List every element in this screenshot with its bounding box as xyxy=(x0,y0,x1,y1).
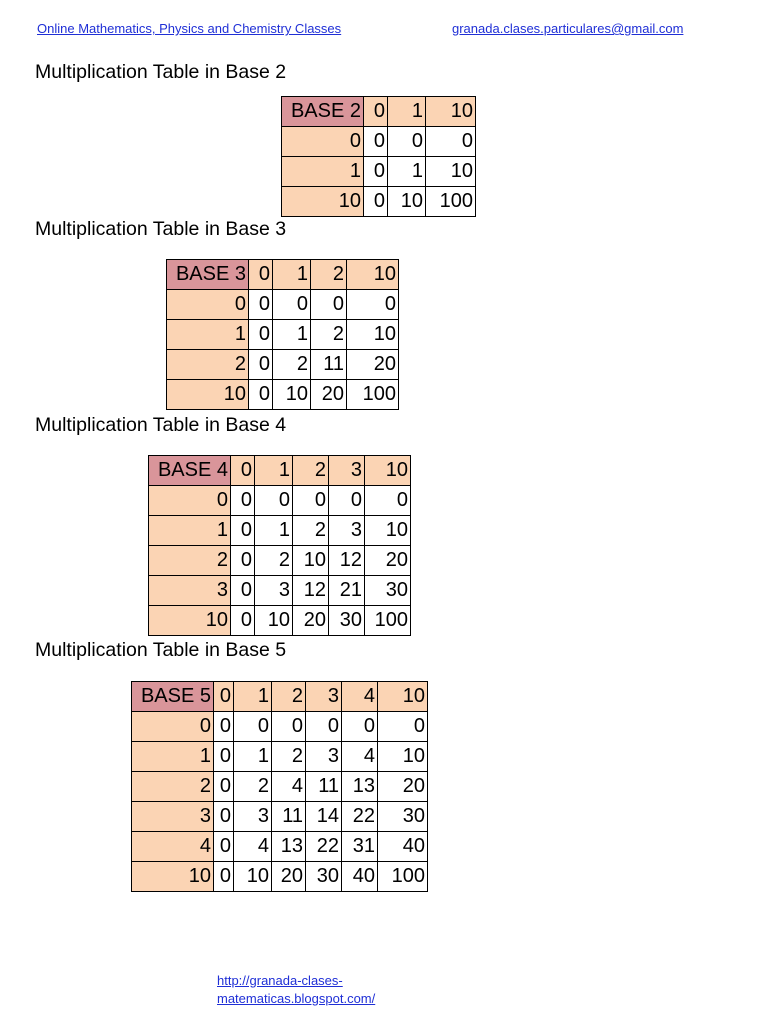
column-header-cell: 10 xyxy=(426,97,476,127)
row-header-cell: 10 xyxy=(167,380,249,410)
column-header-cell: 3 xyxy=(329,456,365,486)
column-header-cell: 0 xyxy=(231,456,255,486)
table-row xyxy=(149,546,411,576)
column-header-cell: 10 xyxy=(378,682,428,712)
product-cell: 0 xyxy=(214,832,234,862)
product-cell: 0 xyxy=(255,486,293,516)
table-row xyxy=(132,802,428,832)
base-label-cell: BASE 2 xyxy=(282,97,364,127)
product-cell: 20 xyxy=(272,862,306,892)
column-header-cell: 0 xyxy=(214,682,234,712)
product-cell: 0 xyxy=(231,546,255,576)
product-cell: 0 xyxy=(231,486,255,516)
row-header-cell: 1 xyxy=(282,157,364,187)
product-cell: 1 xyxy=(234,742,272,772)
product-cell: 2 xyxy=(311,320,347,350)
product-cell: 0 xyxy=(214,712,234,742)
column-header-cell: 4 xyxy=(342,682,378,712)
product-cell: 3 xyxy=(306,742,342,772)
table-row xyxy=(282,187,476,217)
product-cell: 11 xyxy=(272,802,306,832)
product-cell: 0 xyxy=(364,187,388,217)
row-header-cell: 10 xyxy=(132,862,214,892)
product-cell: 30 xyxy=(329,606,365,636)
product-cell: 22 xyxy=(306,832,342,862)
product-cell: 10 xyxy=(365,516,411,546)
row-header-cell: 1 xyxy=(132,742,214,772)
table-row xyxy=(167,380,399,410)
product-cell: 20 xyxy=(378,772,428,802)
product-cell: 3 xyxy=(329,516,365,546)
product-cell: 0 xyxy=(272,712,306,742)
product-cell: 100 xyxy=(365,606,411,636)
product-cell: 10 xyxy=(234,862,272,892)
column-header-cell: 2 xyxy=(293,456,329,486)
table-row xyxy=(132,862,428,892)
product-cell: 0 xyxy=(342,712,378,742)
table-row xyxy=(282,127,476,157)
product-cell: 22 xyxy=(342,802,378,832)
table-title-base-2: Multiplication Table in Base 2 xyxy=(35,61,287,83)
product-cell: 40 xyxy=(378,832,428,862)
product-cell: 0 xyxy=(249,320,273,350)
product-cell: 21 xyxy=(329,576,365,606)
product-cell: 12 xyxy=(293,576,329,606)
product-cell: 0 xyxy=(306,712,342,742)
row-header-cell: 4 xyxy=(132,832,214,862)
product-cell: 3 xyxy=(234,802,272,832)
column-header-cell: 3 xyxy=(306,682,342,712)
product-cell: 4 xyxy=(234,832,272,862)
multiplication-table-base-3 xyxy=(166,259,399,410)
product-cell: 2 xyxy=(293,516,329,546)
table-row xyxy=(282,157,476,187)
row-header-cell: 2 xyxy=(167,350,249,380)
product-cell: 10 xyxy=(255,606,293,636)
product-cell: 0 xyxy=(364,157,388,187)
row-header-cell: 10 xyxy=(149,606,231,636)
product-cell: 0 xyxy=(231,516,255,546)
product-cell: 30 xyxy=(365,576,411,606)
table-header-row xyxy=(132,682,428,712)
product-cell: 4 xyxy=(272,772,306,802)
product-cell: 0 xyxy=(378,712,428,742)
product-cell: 100 xyxy=(378,862,428,892)
row-header-cell: 2 xyxy=(149,546,231,576)
product-cell: 0 xyxy=(426,127,476,157)
column-header-cell: 1 xyxy=(234,682,272,712)
product-cell: 0 xyxy=(365,486,411,516)
row-header-cell: 1 xyxy=(149,516,231,546)
table-row xyxy=(132,742,428,772)
table-title-base-4: Multiplication Table in Base 4 xyxy=(35,414,287,436)
multiplication-table-base-5 xyxy=(131,681,428,892)
product-cell: 40 xyxy=(342,862,378,892)
email-link[interactable]: granada.clases.particulares@gmail.com xyxy=(452,21,684,36)
table-row xyxy=(132,712,428,742)
table-row xyxy=(149,516,411,546)
product-cell: 0 xyxy=(293,486,329,516)
product-cell: 1 xyxy=(273,320,311,350)
product-cell: 0 xyxy=(214,772,234,802)
product-cell: 10 xyxy=(293,546,329,576)
product-cell: 100 xyxy=(347,380,399,410)
table-row xyxy=(167,320,399,350)
table-row xyxy=(132,772,428,802)
product-cell: 0 xyxy=(347,290,399,320)
table-row xyxy=(149,606,411,636)
column-header-cell: 10 xyxy=(365,456,411,486)
row-header-cell: 3 xyxy=(149,576,231,606)
product-cell: 0 xyxy=(214,742,234,772)
product-cell: 0 xyxy=(364,127,388,157)
product-cell: 2 xyxy=(255,546,293,576)
base-label-cell: BASE 5 xyxy=(132,682,214,712)
product-cell: 13 xyxy=(272,832,306,862)
row-header-cell: 0 xyxy=(132,712,214,742)
product-cell: 0 xyxy=(231,606,255,636)
column-header-cell: 2 xyxy=(272,682,306,712)
product-cell: 100 xyxy=(426,187,476,217)
base-label-cell: BASE 3 xyxy=(167,260,249,290)
product-cell: 10 xyxy=(273,380,311,410)
product-cell: 0 xyxy=(214,862,234,892)
column-header-cell: 1 xyxy=(388,97,426,127)
product-cell: 20 xyxy=(293,606,329,636)
product-cell: 3 xyxy=(255,576,293,606)
table-row xyxy=(167,350,399,380)
product-cell: 20 xyxy=(365,546,411,576)
row-header-cell: 0 xyxy=(167,290,249,320)
product-cell: 4 xyxy=(342,742,378,772)
row-header-cell: 10 xyxy=(282,187,364,217)
base-label-cell: BASE 4 xyxy=(149,456,231,486)
row-header-cell: 1 xyxy=(167,320,249,350)
product-cell: 1 xyxy=(255,516,293,546)
product-cell: 10 xyxy=(388,187,426,217)
table-title-base-3: Multiplication Table in Base 3 xyxy=(35,218,287,240)
product-cell: 12 xyxy=(329,546,365,576)
product-cell: 11 xyxy=(306,772,342,802)
product-cell: 10 xyxy=(378,742,428,772)
product-cell: 0 xyxy=(249,290,273,320)
table-header-row xyxy=(282,97,476,127)
row-header-cell: 0 xyxy=(149,486,231,516)
product-cell: 13 xyxy=(342,772,378,802)
table-header-row xyxy=(167,260,399,290)
product-cell: 0 xyxy=(249,380,273,410)
row-header-cell: 0 xyxy=(282,127,364,157)
multiplication-table-base-2 xyxy=(281,96,476,217)
product-cell: 0 xyxy=(249,350,273,380)
multiplication-table-base-4 xyxy=(148,455,411,636)
table-title-base-5: Multiplication Table in Base 5 xyxy=(35,639,287,661)
product-cell: 10 xyxy=(426,157,476,187)
column-header-cell: 10 xyxy=(347,260,399,290)
row-header-cell: 2 xyxy=(132,772,214,802)
column-header-cell: 0 xyxy=(364,97,388,127)
product-cell: 20 xyxy=(311,380,347,410)
table-row xyxy=(149,576,411,606)
product-cell: 2 xyxy=(272,742,306,772)
product-cell: 14 xyxy=(306,802,342,832)
row-header-cell: 3 xyxy=(132,802,214,832)
product-cell: 0 xyxy=(329,486,365,516)
product-cell: 31 xyxy=(342,832,378,862)
product-cell: 30 xyxy=(306,862,342,892)
product-cell: 20 xyxy=(347,350,399,380)
table-row xyxy=(132,832,428,862)
product-cell: 2 xyxy=(234,772,272,802)
product-cell: 0 xyxy=(214,802,234,832)
product-cell: 11 xyxy=(311,350,347,380)
blog-link[interactable]: http://granada-clases-matematicas.blogspot.com/ xyxy=(217,973,376,1006)
product-cell: 0 xyxy=(234,712,272,742)
column-header-cell: 1 xyxy=(273,260,311,290)
product-cell: 2 xyxy=(273,350,311,380)
table-header-row xyxy=(149,456,411,486)
column-header-cell: 2 xyxy=(311,260,347,290)
table-row xyxy=(167,290,399,320)
table-row xyxy=(149,486,411,516)
column-header-cell: 1 xyxy=(255,456,293,486)
product-cell: 1 xyxy=(388,157,426,187)
product-cell: 0 xyxy=(231,576,255,606)
product-cell: 0 xyxy=(273,290,311,320)
product-cell: 30 xyxy=(378,802,428,832)
column-header-cell: 0 xyxy=(249,260,273,290)
product-cell: 0 xyxy=(311,290,347,320)
product-cell: 0 xyxy=(388,127,426,157)
site-name-link[interactable]: Online Mathematics, Physics and Chemistry Classes xyxy=(37,21,342,36)
product-cell: 10 xyxy=(347,320,399,350)
